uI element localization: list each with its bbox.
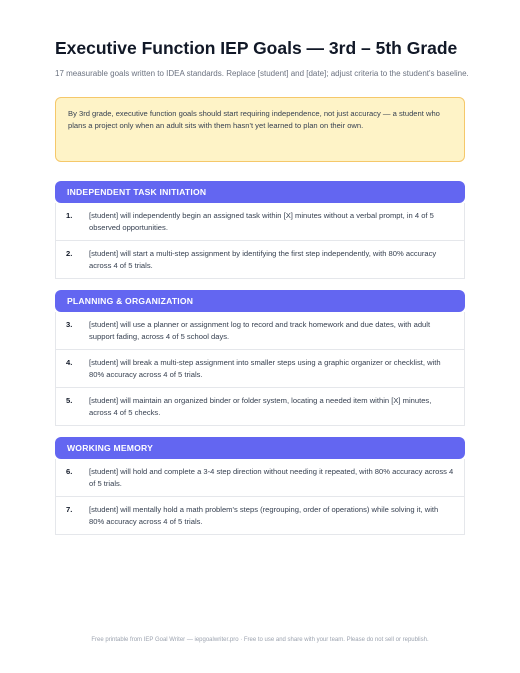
goal-number: 2. (66, 249, 73, 258)
section-heading: INDEPENDENT TASK INITIATION (55, 181, 465, 203)
goal-item (55, 459, 465, 497)
intro-callout: By 3rd grade, executive function goals should start requiring independence, not just accuracy — a student who plans a project only when an adult sits with them hasn't yet learned to plan on their own. (55, 97, 465, 162)
goal-number: 7. (66, 505, 73, 514)
goal-item (55, 350, 465, 388)
section-independent-task-initiation (55, 181, 465, 279)
goal-item (55, 203, 465, 241)
goal-item (55, 312, 465, 350)
goal-item (55, 241, 465, 279)
goal-text: [student] will break a multi-step assignment into smaller steps using a graphic organizer or checklist, with 80% accuracy across 4 of 5 trials. (89, 358, 441, 379)
section-working-memory (55, 437, 465, 535)
document-page (55, 36, 469, 535)
page-title: Executive Function IEP Goals — 3rd – 5th Grade (55, 38, 458, 58)
section-heading: WORKING MEMORY (55, 437, 465, 459)
page-subtitle: 17 measurable goals written to IDEA standards. Replace [student] and [date]; adjust criteria to the student's baseline. (55, 69, 469, 78)
goal-item (55, 497, 465, 535)
goal-number: 4. (66, 358, 73, 367)
goal-text: [student] will independently begin an assigned task within [X] minutes without a verbal prompt, in 4 of 5 observed opportunities. (89, 211, 434, 232)
section-planning-organization (55, 290, 465, 426)
goal-number: 6. (66, 467, 73, 476)
goal-number: 1. (66, 211, 73, 220)
goal-number: 5. (66, 396, 73, 405)
section-heading: PLANNING & ORGANIZATION (55, 290, 465, 312)
goal-text: [student] will hold and complete a 3-4 step direction without needing it repeated, with 80% accuracy across 4 of 5 trials. (89, 467, 454, 488)
goal-text: [student] will start a multi-step assignment by identifying the first step independently, with 80% accuracy across 4 of 5 trials. (89, 249, 437, 270)
page-footer: Free printable from IEP Goal Writer — iepgoalwriter.pro · Free to use and share with your team. Please do not sell or republish. (91, 637, 429, 643)
goal-text: [student] will use a planner or assignment log to record and track homework and due dates, with adult support fading, across 4 of 5 school days. (89, 320, 431, 341)
goal-text: [student] will maintain an organized binder or folder system, locating a needed item within [X] minutes, across 4 of 5 checks. (89, 396, 432, 417)
goal-item (55, 388, 465, 426)
goal-text: [student] will mentally hold a math problem's steps (regrouping, order of operations) while solving it, with 80% accuracy across 4 of 5 trials. (89, 505, 439, 526)
goal-number: 3. (66, 320, 73, 329)
